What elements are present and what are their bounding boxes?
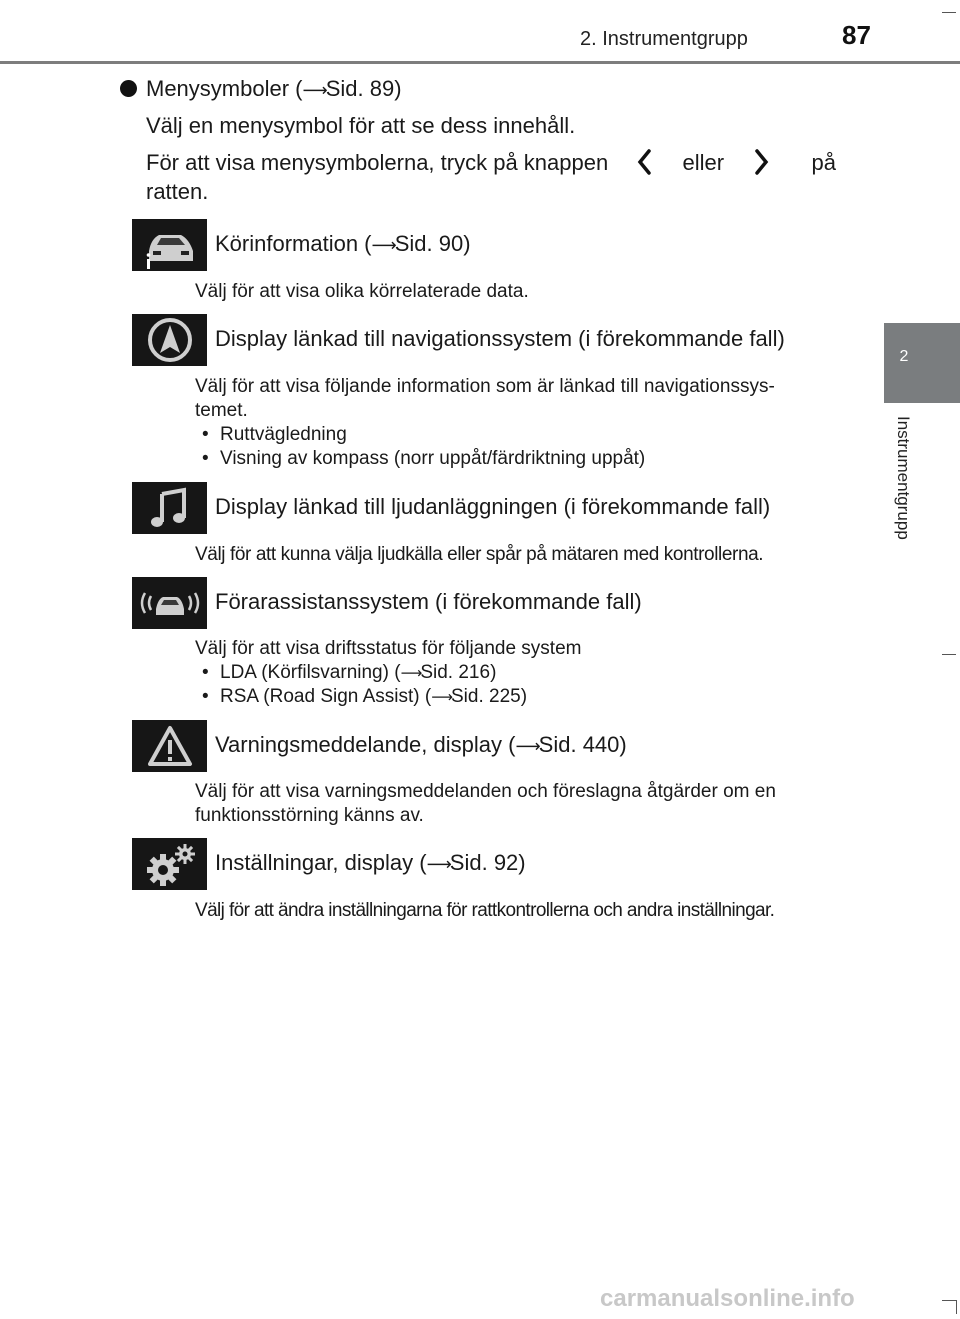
warning-triangle-icon (132, 720, 207, 772)
section-title: 2. Instrumentgrupp (580, 28, 748, 50)
navigation-icon (132, 314, 207, 366)
header-rule (0, 61, 960, 64)
chevron-right-icon (752, 149, 770, 175)
page-number: 87 (842, 20, 871, 50)
intro-heading: Menysymboler (⟶Sid. 89) (146, 76, 402, 101)
arrow-icon: ⟶ (426, 855, 450, 875)
item-desc-car-info: Välj för att visa olika körrelaterade data. (195, 281, 529, 302)
item-title-audio: Display länkad till ljudanläggningen (i förekommande fall) (215, 494, 771, 519)
arrow-icon: ⟶ (515, 737, 539, 757)
item-desc-audio: Välj för att kunna välja ljudkälla eller spår på mätaren med kontrollerna. (195, 544, 764, 565)
item-desc-driver-assist: Välj för att visa driftsstatus för följande system • LDA (Körfilsvarning) (⟶Sid. 216) • RSA (Road Sign Assist) (⟶Sid. 225) (195, 637, 845, 709)
car-info-icon (132, 219, 207, 271)
intro-instruction-cont: ratten. (146, 179, 209, 204)
arrow-icon: ⟶ (431, 688, 451, 706)
list-item: • RSA (Road Sign Assist) (⟶Sid. 225) (195, 685, 845, 709)
item-desc-settings: Välj för att ändra inställningarna för rattkontrollerna och andra inställningar. (195, 900, 775, 921)
crop-mark (942, 1300, 956, 1301)
item-desc-warning: Välj för att visa varningsmeddelanden och föreslagna åtgärder om en funktionsstörning känns av. (195, 781, 776, 826)
driver-assist-icon (132, 577, 207, 629)
arrow-icon: ⟶ (371, 236, 395, 256)
item-title-settings: Inställningar, display (⟶Sid. 92) (215, 850, 526, 875)
arrow-icon: ⟶ (302, 81, 326, 101)
intro-text: Välj en menysymbol för att se dess innehåll. (146, 113, 576, 138)
settings-gears-icon (132, 838, 207, 890)
item-title-navigation: Display länkad till navigationssystem (i förekommande fall) (215, 326, 785, 351)
item-desc-navigation: Välj för att visa följande information som är länkad till navigationssys- temet. • Ruttvägledning • Visning av kompass (norr uppåt/färdriktning uppåt) (195, 375, 845, 471)
item-title-car-info: Körinformation (⟶Sid. 90) (215, 231, 471, 256)
arrow-icon: ⟶ (400, 664, 421, 682)
crop-mark (942, 654, 956, 655)
list-item: • Visning av kompass (norr uppåt/färdriktning uppåt) (195, 447, 845, 471)
music-note-icon (132, 482, 207, 534)
crop-mark (942, 12, 956, 13)
watermark: carmanualsonline.info (600, 1285, 855, 1312)
list-item: • Ruttvägledning (195, 423, 845, 447)
list-item: • LDA (Körfilsvarning) (⟶Sid. 216) (195, 661, 845, 685)
bullet-icon (120, 80, 137, 97)
crop-mark (956, 1300, 957, 1314)
chevron-left-icon (636, 149, 654, 175)
item-title-warning: Varningsmeddelande, display (⟶Sid. 440) (215, 732, 627, 757)
item-title-driver-assist: Förarassistanssystem (i förekommande fall) (215, 589, 642, 614)
chapter-label: Instrumentgrupp (894, 416, 913, 540)
chapter-number: 2 (899, 348, 909, 365)
intro-instruction: För att visa menysymbolerna, tryck på knappen eller på (146, 150, 836, 175)
